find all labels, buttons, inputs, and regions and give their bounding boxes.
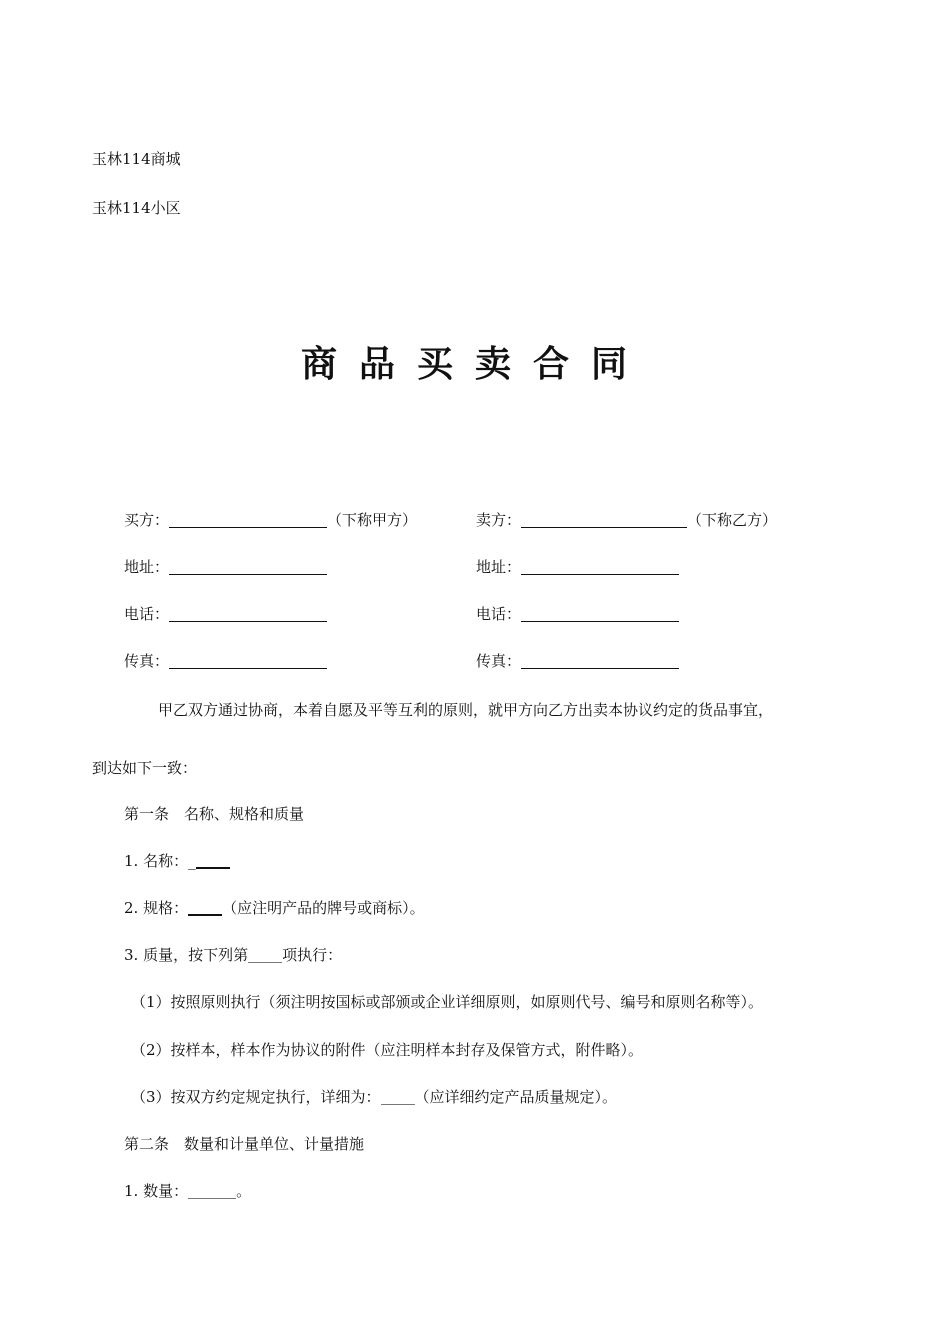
article-1-heading: 第一条 名称、规格和质量 xyxy=(124,805,305,823)
buyer-phone-blank xyxy=(169,605,327,622)
seller-address-label: 地址： xyxy=(476,558,522,576)
quality-prefix: 3. 质量，按下列第 xyxy=(124,946,249,964)
seller-phone-blank xyxy=(521,605,679,622)
quantity-label: 1. 数量： xyxy=(124,1182,189,1200)
spec-suffix: （应注明产品的牌号或商标）。 xyxy=(222,899,425,917)
seller-label: 卖方： xyxy=(476,511,522,529)
seller-fax-blank xyxy=(521,652,679,669)
name-lead: _ xyxy=(188,852,196,870)
document-title: 商品买卖合同 xyxy=(300,344,649,385)
name-blank xyxy=(196,851,230,869)
buyer-address-blank xyxy=(169,558,327,575)
quality-option-3-suffix: （应详细约定产品质量规定）。 xyxy=(414,1088,618,1106)
quality-suffix: 项执行： xyxy=(282,946,343,964)
buyer-fax-blank xyxy=(169,652,327,669)
buyer-row xyxy=(124,510,417,530)
quantity-suffix: 。 xyxy=(236,1182,252,1200)
seller-fax-label: 传真： xyxy=(476,652,522,670)
quality-option-3-prefix: （3）按双方约定规定执行，详细为： xyxy=(131,1088,381,1106)
article-1-item-1 xyxy=(124,851,230,871)
buyer-phone-row xyxy=(124,604,327,624)
buyer-suffix: （下称甲方） xyxy=(327,511,418,529)
buyer-phone-label: 电话： xyxy=(124,605,170,623)
buyer-address-row xyxy=(124,557,327,577)
header-line-community: 玉林114小区 xyxy=(92,199,181,217)
quality-option-3 xyxy=(131,1087,617,1107)
header-line-mall: 玉林114商城 xyxy=(92,150,181,168)
seller-row xyxy=(476,510,777,530)
seller-address-blank xyxy=(521,558,679,575)
article-1-item-3 xyxy=(124,945,342,965)
quality-option-1: （1）按照原则执行（须注明按国标或部颁或企业详细原则，如原则代号、编号和原则名称等）。 xyxy=(131,993,764,1011)
buyer-address-label: 地址： xyxy=(124,558,170,576)
seller-name-blank xyxy=(521,511,687,528)
name-label: 1. 名称： xyxy=(124,852,189,870)
quality-option-2: （2）按样本，样本作为协议的附件（应注明样本封存及保管方式，附件略）。 xyxy=(131,1041,644,1059)
buyer-fax-row xyxy=(124,651,327,671)
quality-option-3-blank xyxy=(381,1088,415,1105)
buyer-fax-label: 传真： xyxy=(124,652,170,670)
article-2-item-1 xyxy=(124,1181,251,1201)
article-1-item-2 xyxy=(124,898,425,918)
preamble-line-1: 甲乙双方通过协商，本着自愿及平等互利的原则，就甲方向乙方出卖本协议约定的货品事宜， xyxy=(158,701,774,719)
seller-address-row xyxy=(476,557,679,577)
buyer-name-blank xyxy=(169,511,327,528)
preamble-line-2: 到达如下一致： xyxy=(92,759,198,777)
quantity-blank xyxy=(188,1182,236,1199)
quality-option-blank xyxy=(248,946,282,963)
buyer-label: 买方： xyxy=(124,511,170,529)
seller-suffix: （下称乙方） xyxy=(687,511,778,529)
article-2-heading: 第二条 数量和计量单位、计量措施 xyxy=(124,1135,365,1153)
seller-phone-label: 电话： xyxy=(476,605,522,623)
seller-phone-row xyxy=(476,604,679,624)
seller-fax-row xyxy=(476,651,679,671)
spec-blank xyxy=(188,898,222,916)
spec-label: 2. 规格： xyxy=(124,899,189,917)
